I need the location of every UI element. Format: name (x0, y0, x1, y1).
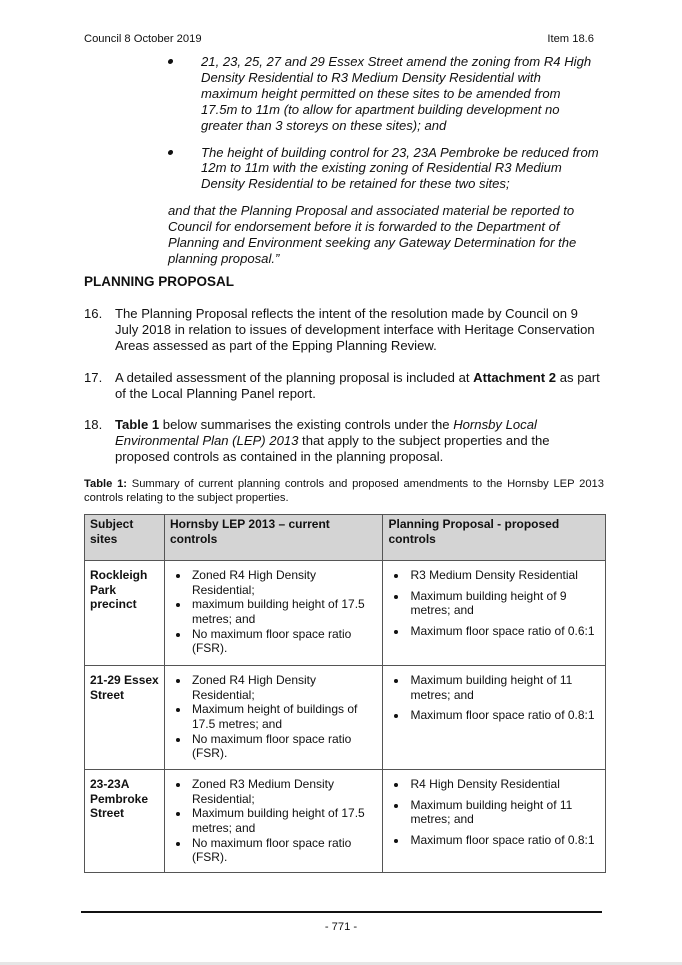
attachment-reference: Attachment 2 (473, 370, 557, 385)
caption-text: Summary of current planning controls and proposed amendments to the Hornsby LEP 2013 controls relating to the subject properties. (84, 478, 604, 505)
list-item: No maximum floor space ratio (FSR). (170, 732, 378, 761)
list-item: R3 Medium Density Residential (388, 568, 600, 583)
list-item: No maximum floor space ratio (FSR). (170, 836, 378, 865)
controls-table (84, 514, 606, 873)
list-item: R4 High Density Residential (388, 777, 600, 792)
quoted-bullet-text: 21, 23, 25, 27 and 29 Essex Street amend the zoning from R4 High Density Residential to R3 Medium Density Residential with maximum height permitted on these sites to be amended from 17.5m to 11m (to allow for apartment building development no greater than 3 storeys on these sites); and (201, 54, 592, 133)
page-number: - 771 - (324, 921, 358, 933)
list-item: Maximum building height of 11 metres; and (388, 673, 600, 702)
table-row (85, 666, 606, 770)
list-item: Maximum floor space ratio of 0.8:1 (388, 833, 600, 848)
proposed-controls-cell (383, 561, 606, 666)
paragraph-text: The Planning Proposal reflects the intent of the resolution made by Council on 9 July 2018 in relation to issues of development interface with Heritage Conservation Areas assessed as part of the Epping Planning Review. (115, 306, 595, 353)
current-controls-cell (164, 666, 383, 770)
paragraph-16 (84, 306, 604, 354)
list-item: No maximum floor space ratio (FSR). (170, 627, 378, 656)
paragraph-number: 17. (84, 370, 103, 385)
paragraph-text (115, 417, 604, 465)
footer-rule (81, 911, 602, 913)
list-item: maximum building height of 17.5 metres; and (170, 597, 378, 626)
list-item: Zoned R4 High Density Residential; (170, 568, 378, 597)
bullet-icon (168, 59, 174, 64)
table-reference: Table 1 (115, 417, 160, 432)
site-name: 21-29 Essex Street (85, 666, 165, 770)
current-controls-cell (164, 561, 383, 666)
text-run: that apply to the subject properties and the proposed controls as contained in the planning proposal. (115, 432, 550, 464)
quote-closing: and that the Planning Proposal and associated material be reported to Council for endorsement before it is forwarded to the Department of Planning and Environment seeking any Gateway Determination for the planning proposal.” (168, 203, 577, 266)
text-run: A detailed assessment of the planning proposal is included at (115, 370, 474, 385)
site-name: 23-23A Pembroke Street (85, 770, 165, 873)
header-item: Item 18.6 (547, 33, 594, 45)
header-current-controls: Hornsby LEP 2013 – current controls (164, 515, 383, 561)
text-run: as part of the Local Planning Panel report. (115, 370, 600, 401)
header-subject-sites: Subject sites (85, 515, 165, 561)
quoted-bullet (168, 145, 600, 193)
site-name: Rockleigh Park precinct (85, 561, 165, 666)
paragraph-18 (84, 417, 604, 465)
proposed-controls-cell (383, 666, 606, 770)
header-meeting: Council 8 October 2019 (84, 33, 202, 45)
header-proposed-controls: Planning Proposal - proposed controls (383, 515, 606, 561)
proposed-controls-cell (383, 770, 606, 873)
list-item: Maximum building height of 9 metres; and (388, 589, 600, 618)
list-item: Maximum height of buildings of 17.5 metres; and (170, 702, 378, 731)
quoted-bullet-text: The height of building control for 23, 23A Pembroke be reduced from 12m to 11m with the existing zoning of Residential R3 Medium Density Residential to be retained for these two sites; (201, 144, 599, 192)
list-item: Zoned R3 Medium Density Residential; (170, 777, 378, 806)
section-heading: PLANNING PROPOSAL (84, 274, 235, 289)
bullet-icon (168, 150, 174, 155)
caption-label: Table 1: (84, 478, 128, 490)
table-row (85, 770, 606, 873)
list-item: Maximum floor space ratio of 0.8:1 (388, 708, 600, 723)
paragraph-number: 18. (84, 417, 103, 432)
paragraph-text (115, 370, 604, 402)
list-item: Maximum building height of 11 metres; and (388, 798, 600, 827)
list-item: Maximum building height of 17.5 metres; and (170, 806, 378, 835)
paragraph-17 (84, 370, 604, 402)
quoted-bullet (168, 54, 600, 134)
list-item: Zoned R4 High Density Residential; (170, 673, 378, 702)
table-row (85, 561, 606, 666)
quoted-resolution (168, 54, 600, 267)
text-run: below summarises the existing controls under the (159, 417, 454, 432)
table-header-row (85, 515, 606, 561)
paragraph-number: 16. (84, 306, 103, 321)
list-item: Maximum floor space ratio of 0.6:1 (388, 624, 600, 639)
current-controls-cell (164, 770, 383, 873)
table-caption (84, 477, 604, 506)
lep-title: Hornsby Local Environmental Plan (LEP) 2013 (115, 417, 537, 448)
